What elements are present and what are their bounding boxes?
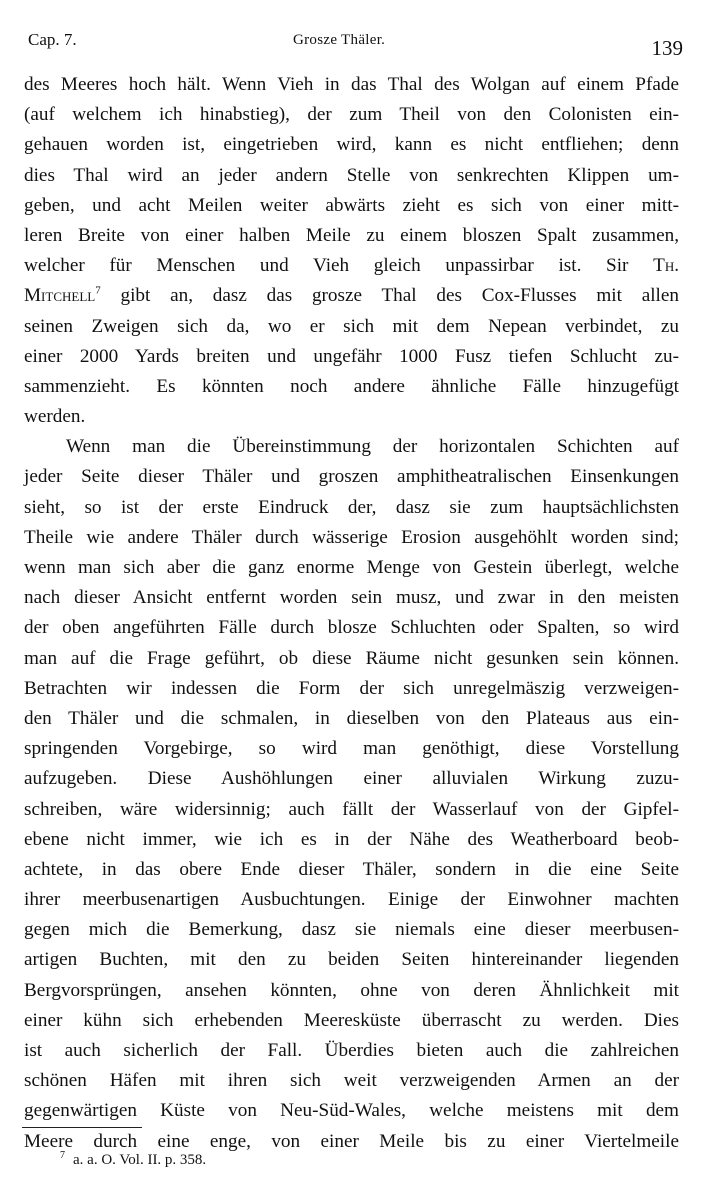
author-name: Mitchell: [24, 285, 96, 307]
footnote-divider: [22, 1127, 142, 1128]
text-line: (auf welchem ich hinabstieg), der zum Theil von den Colonisten ein-: [24, 104, 679, 126]
text-line: schreiben, wäre widersinnig; auch fällt der Wasserlauf von der Gipfel-: [24, 798, 679, 820]
text-line: gegen mich die Bemerkung, dasz sie niemals eine dieser meerbusen-: [24, 919, 679, 941]
text-line: Wenn man die Übereinstimmung der horizontalen Schichten auf: [66, 436, 679, 458]
text-line: schönen Häfen mit ihren sich weit verzweigenden Armen an der: [24, 1070, 679, 1092]
text-line: den Thäler und die schmalen, in dieselben von den Plateaus aus ein-: [24, 707, 679, 729]
line-text: welcher für Menschen und Vieh gleich unpassirbar ist. Sir: [24, 255, 629, 277]
text-line: nach dieser Ansicht entfernt worden sein musz, und zwar in den meisten: [24, 587, 679, 609]
text-line: dies Thal wird an jeder andern Stelle von senkrechten Klippen um-: [24, 164, 679, 186]
footnote-reference: 7: [95, 284, 101, 297]
text-line: Theile wie andere Thäler durch wässerige Erosion ausgehöhlt worden sind;: [24, 526, 679, 548]
text-line: werden.: [24, 406, 86, 428]
paragraph-1: [24, 70, 679, 432]
author-name-initial: Th.: [653, 255, 679, 277]
running-header: [28, 28, 683, 64]
text-line: leren Breite von einer halben Meile zu einem bloszen Spalt zusammen,: [24, 224, 679, 246]
text-line: wenn man sich aber die ganz enorme Menge von Gestein überlegt, welche: [24, 557, 679, 578]
chapter-label: Cap. 7.: [28, 30, 77, 49]
text-line: geben, und acht Meilen weiter abwärts zieht es sich von einer mitt-: [24, 194, 679, 216]
text-line: seinen Zweigen sich da, wo er sich mit dem Nepean verbindet, zu: [24, 315, 679, 337]
text-line: Betrachten wir indessen die Form der sich unregelmäszig verzweigen-: [24, 677, 679, 699]
text-line: einer 2000 Yards breiten und ungefähr 1000 Fusz tiefen Schlucht zu-: [24, 345, 679, 367]
text-line: gegenwärtigen Küste von Neu-Süd-Wales, welche meistens mit dem: [24, 1100, 679, 1122]
text-line: einer kühn sich erhebenden Meeresküste überrascht zu werden. Dies: [24, 1009, 679, 1031]
text-line: aufzugeben. Diese Aushöhlungen einer alluvialen Wirkung zuzu-: [24, 768, 679, 790]
text-line: sieht, so ist der erste Eindruck der, dasz sie zum hauptsächlichsten: [24, 496, 679, 518]
text-line: Bergvorsprüngen, ansehen könnten, ohne von deren Ähnlichkeit mit: [24, 979, 679, 1001]
text-line: jeder Seite dieser Thäler und groszen amphitheatralischen Einsenkungen: [24, 466, 679, 488]
text-line: artigen Buchten, mit den zu beiden Seiten hintereinander liegenden: [24, 949, 679, 971]
paragraph-2: [24, 432, 679, 1157]
text-line: [24, 281, 679, 311]
footnote-text: a. a. O. Vol. II. p. 358.: [73, 1152, 207, 1168]
text-line: [24, 251, 679, 281]
footnote: [60, 1150, 206, 1169]
text-line: des Meeres hoch hält. Wenn Vieh in das Thal des Wolgan auf einem Pfade: [24, 74, 679, 95]
text-line: achtete, in das obere Ende dieser Thäler, sondern in die eine Seite: [24, 858, 679, 880]
body-text: [24, 70, 679, 1157]
text-line: man auf die Frage geführt, ob diese Räume nicht gesunken sein können.: [24, 647, 679, 669]
line-text: gibt an, dasz das grosze Thal des Cox-Flusses mit allen: [100, 285, 679, 307]
text-line: sammenzieht. Es könnten noch andere ähnliche Fälle hinzugefügt: [24, 375, 679, 397]
page-number: 139: [651, 36, 683, 60]
text-line: der oben angeführten Fälle durch blosze Schluchten oder Spalten, so wird: [24, 617, 679, 639]
footnote-mark: 7: [60, 1150, 65, 1161]
text-line: ist auch sicherlich der Fall. Überdies bieten auch die zahlreichen: [24, 1040, 679, 1061]
text-line: gehauen worden ist, eingetrieben wird, kann es nicht entfliehen; denn: [24, 134, 679, 156]
running-title: Grosze Thäler.: [293, 32, 386, 48]
text-line: ihrer meerbusenartigen Ausbuchtungen. Einige der Einwohner machten: [24, 889, 679, 911]
text-line: Meere durch eine enge, von einer Meile bis zu einer Viertelmeile: [24, 1130, 679, 1152]
text-line: ebene nicht immer, wie ich es in der Nähe des Weatherboard beob-: [24, 828, 679, 850]
text-line: springenden Vorgebirge, so wird man genöthigt, diese Vorstellung: [24, 738, 679, 760]
